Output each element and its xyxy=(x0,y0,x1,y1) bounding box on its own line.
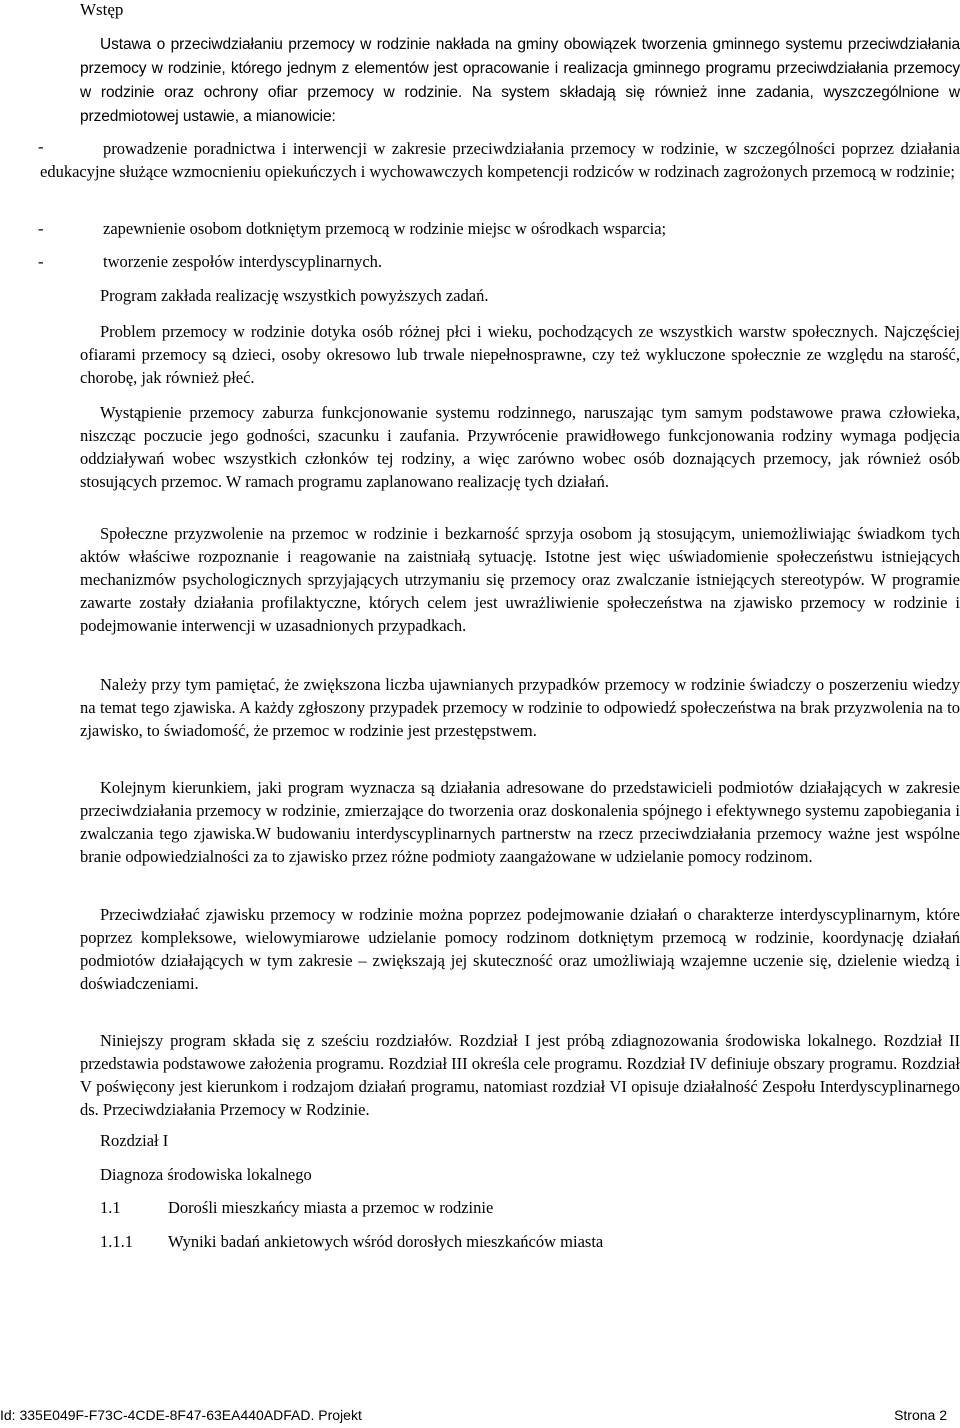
section-title-1-1: Dorośli mieszkańcy miasta a przemoc w rodzinie xyxy=(168,1198,494,1217)
section-number-1-1-1: 1.1.1 xyxy=(100,1232,133,1251)
footer-document-id: Id: 335E049F-F73C-4CDE-8F47-63EA440ADFAD. Projekt xyxy=(0,1407,362,1423)
section-title-1-1-1: Wyniki badań ankietowych wśród dorosłych mieszkańców miasta xyxy=(168,1232,604,1251)
chapter-label: Rozdział I xyxy=(100,1131,169,1150)
section-number-1-1: 1.1 xyxy=(100,1198,121,1217)
section-heading: Wstęp xyxy=(80,0,124,19)
paragraph-3: Społeczne przyzwolenie na przemoc w rodzinie i bezkarność sprzyja osobom ją stosującym, uniemożliwiając świadkom tych aktów właściwe rozpoznanie i reagowanie na zaistniałą sytuację. Istotne jest więc uświadomienie społeczeństwu istniejących mechanizmów psychologicznych sprzyjających utrzymaniu się przemocy oraz zwalczanie istniejących stereotypów. W programie zawarte zostały działania profilaktyczne, których celem jest uwrażliwienie społeczeństwa na zjawisko przemocy w rodzinie i podejmowanie interwencji w uzasadnionych przypadkach. xyxy=(80,524,960,635)
paragraph-5: Kolejnym kierunkiem, jaki program wyznacza są działania adresowane do przedstawicieli podmiotów działających w zakresie przeciwdziałania przemocy w rodzinie, zmierzające do tworzenia oraz doskonalenia spójnego i efektywnego systemu zapobiegania i zwalczania tego zjawiska.W budowaniu interdyscyplinarnych partnerstw na rzecz przeciwdziałania przemocy ważne jest wspólne branie odpowiedzialności za to zjawisko przez różne podmioty zaangażowane w udzielanie pomocy rodzinom. xyxy=(80,778,960,866)
paragraph-2: Wystąpienie przemocy zaburza funkcjonowanie systemu rodzinnego, naruszając tym samym podstawowe prawa człowieka, niszcząc poczucie jego godności, szacunku i zaufania. Przywrócenie prawidłowego funkcjonowania rodziny wymaga podjęcia oddziaływań wobec wszystkich członków tej rodziny, a więc zarówno wobec osób doznających przemocy, jak również osób stosujących przemoc. W ramach programu zaplanowano realizację tych działań. xyxy=(80,403,960,491)
intro-paragraph xyxy=(80,32,960,128)
list-item-3: tworzenie zespołów interdyscyplinarnych. xyxy=(103,252,383,271)
chapter-title: Diagnoza środowiska lokalnego xyxy=(100,1165,312,1184)
paragraph-6: Przeciwdziałać zjawisku przemocy w rodzinie można poprzez podejmowanie działań o charakterze interdyscyplinarnym, które poprzez kompleksowe, wielowymiarowe udzielanie pomocy rodzinom dotkniętym przemocą w rodzinie, koordynację działań podmiotów działających w tym zakresie – zwiększają jej skuteczność oraz umożliwiają wzajemne uczenie się, dzielenie wiedzą i doświadczeniami. xyxy=(80,905,960,993)
list-item-1: prowadzenie poradnictwa i interwencji w zakresie przeciwdziałania przemocy w rodzinie, w szczególności poprzez działania edukacyjne służące wzmocnieniu opiekuńczych i wychowawczych kompetencji rodziców w rodzinach zagrożonych przemocą w rodzinie; xyxy=(40,139,960,181)
paragraph-0: Program zakłada realizację wszystkich powyższych zadań. xyxy=(100,286,489,305)
paragraph-1: Problem przemocy w rodzinie dotyka osób różnej płci i wieku, pochodzących ze wszystkich warstw społecznych. Najczęściej ofiarami przemocy są dzieci, osoby okresowo lub trwale niepełnosprawne, czy też wykluczone społecznie ze względu na starość, chorobę, jak również płeć. xyxy=(80,322,960,387)
intro-text: Ustawa o przeciwdziałaniu przemocy w rodzinie nakłada na gminy obowiązek tworzenia gminnego systemu przeciwdziałania przemocy w rodzinie, którego jednym z elementów jest opracowanie i realizacja gminnego programu przeciwdziałania przemocy w rodzinie oraz ochrony ofiar przemocy w rodzinie. Na system składają się również inne zadania, wyszczególnione w przedmiotowej ustawie, a mianowicie: xyxy=(80,36,960,125)
paragraph-4: Należy przy tym pamiętać, że zwiększona liczba ujawnianych przypadków przemocy w rodzinie świadczy o poszerzeniu wiedzy na temat tego zjawiska. A każdy zgłoszony przypadek przemocy w rodzinie to odpowiedź społeczeństwa na brak przyzwolenia na to zjawisko, to świadomość, że przemoc w rodzinie jest przestępstwem. xyxy=(80,675,960,740)
list-dash-1: - xyxy=(38,137,44,156)
footer-page-number: Strona 2 xyxy=(894,1407,947,1423)
list-item-2: zapewnienie osobom dotkniętym przemocą w rodzinie miejsc w ośrodkach wsparcia; xyxy=(103,219,667,238)
list-dash-3: - xyxy=(38,252,44,271)
paragraph-7: Niniejszy program składa się z sześciu rozdziałów. Rozdział I jest próbą zdiagnozowania środowiska lokalnego. Rozdział II przedstawia podstawowe założenia programu. Rozdział III określa cele programu. Rozdział IV definiuje obszary programu. Rozdział V poświęcony jest kierunkom i rodzajom działań programu, natomiast rozdział VI opisuje działalność Zespołu Interdyscyplinarnego ds. Przeciwdziałania Przemocy w Rodzinie. xyxy=(80,1031,960,1119)
list-dash-2: - xyxy=(38,219,44,238)
